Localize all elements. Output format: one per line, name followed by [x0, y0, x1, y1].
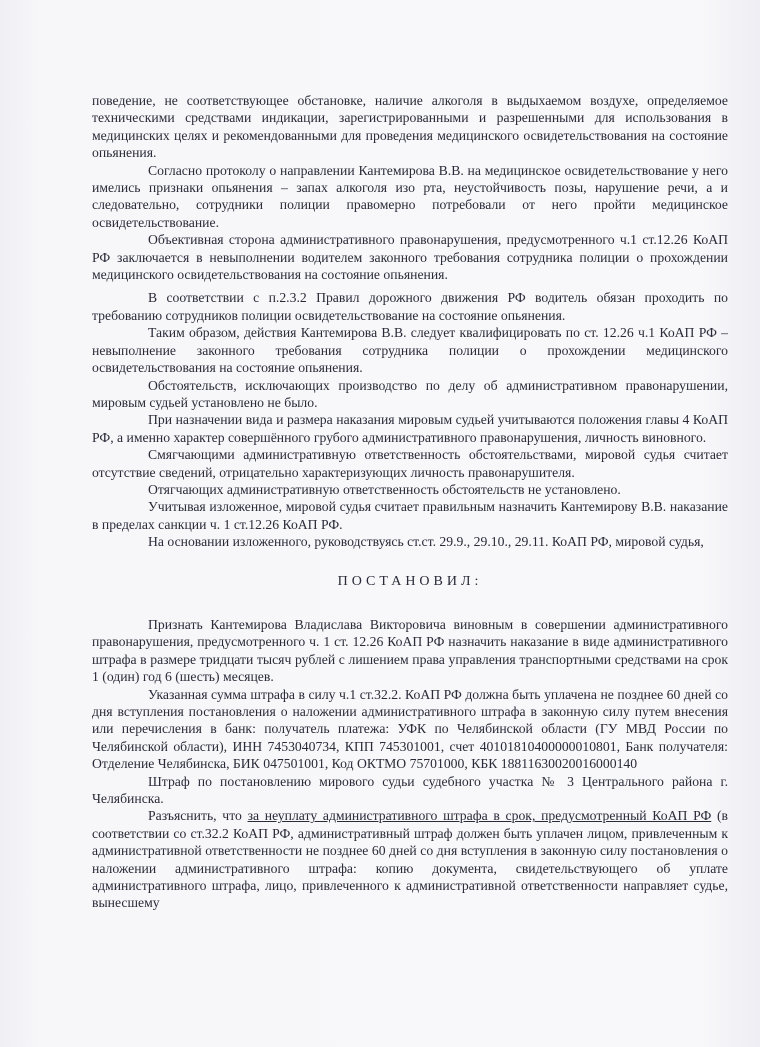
paragraph: На основании изложенного, руководствуясь ст.ст. 29.9., 29.10., 29.11. КоАП РФ, мировой судья,: [148, 534, 704, 550]
decision-paragraph: Штраф по постановлению мирового судьи судебного участка № 3 Центрального района г. Челябинска.: [92, 773, 728, 807]
document-body: [92, 92, 728, 912]
explanation-paragraph: [92, 807, 728, 911]
explanation-rest: (в соответствии со ст.32.2 КоАП РФ, административный штраф должен быть уплачен лицом, привлеченным к административной ответственности не позднее 60 дней со дня вступления в законную силу постановления о наложении административного штрафа: копию документа, свидетельствующего об уплате административного штрафа, лицо, привлеченного к административной ответственности направляет судье, вынесшему: [92, 808, 728, 911]
paragraph: поведение, не соответствующее обстановке, наличие алкоголя в выдыхаемом воздухе, определяемое техническими средствами индикации, зарегистрированными и разрешенными для использования в медицинских целях и рекомендованными для проведения медицинского освидетельствования на состояние опьянения.: [92, 93, 728, 161]
paragraph: Согласно протоколу о направлении Кантемирова В.В. на медицинское освидетельствование у него имелись признаки опьянения – запах алкоголя изо рта, неустойчивость позы, нарушение речи, а и следовательно, сотрудники полиции правомерно потребовали от него пройти медицинское освидетельствование.: [92, 162, 728, 230]
decision-heading: ПОСТАНОВИЛ:: [337, 573, 483, 589]
paragraph: Смягчающими административную ответственность обстоятельствами, мировой судья считает отсутствие сведений, отрицательно характеризующих личность правонарушителя.: [92, 447, 728, 480]
explanation-start: Разъяснить, что: [148, 808, 248, 824]
paragraph: Объективная сторона административного правонарушения, предусмотренного ч.1 ст.12.26 КоАП РФ заключается в невыполнении водителем законного требования сотрудника полиции о прохождении медицинского освидетельствования на состояние опьянения.: [92, 232, 728, 283]
explanation-underlined: за неуплату административного штрафа в срок, предусмотренный КоАП РФ: [247, 808, 712, 824]
paragraph: Отягчающих административную ответственность обстоятельств не установлено.: [148, 481, 621, 497]
paragraph: При назначении вида и размера наказания мировым судьей учитываются положения главы 4 КоАП РФ, а именно характер совершённого грубого административного правонарушения, личность виновного.: [92, 412, 728, 445]
paragraph: Обстоятельств, исключающих производство по делу об административном правонарушении, мировым судьей установлено не было.: [92, 377, 728, 410]
paragraph: Таким образом, действия Кантемирова В.В. следует квалифицировать по ст. 12.26 ч.1 КоАП РФ – невыполнение законного требования сотрудника полиции о прохождении медицинского освидетельствования на состояние опьянения.: [92, 325, 728, 376]
decision-paragraph: Признать Кантемирова Владислава Викторовича виновным в совершении административного правонарушения, предусмотренного ч. 1 ст. 12.26 КоАП РФ назначить наказание в виде административного штрафа в размере тридцати тысяч рублей с лишением права управления транспортными средствами на срок 1 (один) год 6 (шесть) месяцев.: [92, 616, 728, 685]
decision-paragraph: Указанная сумма штрафа в силу ч.1 ст.32.2. КоАП РФ должна быть уплачена не позднее 60 дней со дня вступления постановления о наложении административного штрафа в законную силу путем внесения или перечисления в банк: получатель платежа: УФК по Челябинской области (ГУ МВД России по Челябинской области), ИНН 7453040734, КПП 745301001, счет 40101810400000010801, Банк получателя: Отделение Челябинска, БИК 047501001, Код ОКТМО 75701000, КБК 18811630020016000140: [92, 686, 728, 772]
paragraph: Учитывая изложенное, мировой судья считает правильным назначить Кантемирову В.В. наказание в пределах санкции ч. 1 ст.12.26 КоАП РФ.: [92, 499, 728, 532]
paragraph: В соответствии с п.2.3.2 Правил дорожного движения РФ водитель обязан проходить по требованию сотрудников полиции освидетельствование на состояние опьянения.: [92, 290, 728, 323]
